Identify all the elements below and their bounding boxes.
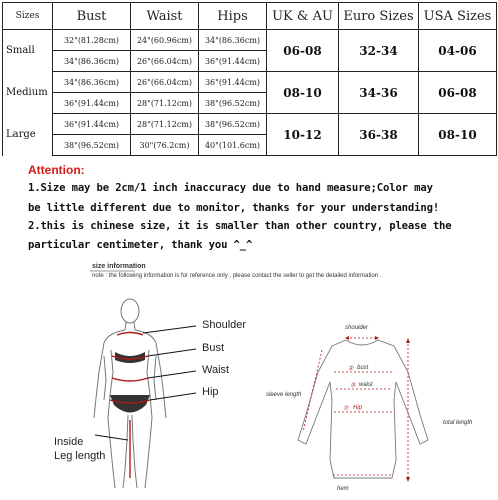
table-cell: 38"(96.52cm)	[53, 135, 131, 156]
row-label-large: Large	[3, 114, 53, 156]
header-usa: USA Sizes	[419, 3, 497, 30]
garment-label-bust: bust	[357, 365, 369, 371]
size-info-title: size information	[92, 263, 146, 270]
label-bust: Bust	[202, 342, 225, 354]
table-cell: 08-10	[267, 72, 339, 114]
header-euro: Euro Sizes	[339, 3, 419, 30]
size-info-description: note : the following information is for reference only , please contact the seller to get the detailed information .	[92, 273, 382, 279]
table-cell: 10-12	[267, 114, 339, 156]
row-label-medium: Medium	[3, 72, 53, 114]
header-sizes: Sizes	[3, 3, 53, 30]
shoulder-band	[117, 333, 143, 336]
label-shoulder: Shoulder	[202, 319, 247, 331]
table-cell: 40"(101.6cm)	[199, 135, 267, 156]
table-cell: 34"(86.36cm)	[53, 72, 131, 93]
table-cell: 34"(86.36cm)	[199, 30, 267, 51]
garment-label-shoulder: shoulder	[345, 325, 369, 331]
note-2-line-1: 2.this is chinese size, it is smaller than other country, please the	[28, 220, 452, 232]
table-cell: 04-06	[419, 30, 497, 72]
table-cell: 26"(66.04cm)	[131, 72, 199, 93]
label-waist: Waist	[202, 364, 230, 376]
table-cell: 08-10	[419, 114, 497, 156]
row-label-small: Small	[3, 30, 53, 72]
garment-label-hem: hem	[337, 486, 349, 492]
note-1-line-2: be little different due to monitor, thanks for your understanding!	[28, 202, 440, 214]
body-head	[121, 299, 139, 323]
table-cell: 06-08	[267, 30, 339, 72]
table-cell: 24"(60.96cm)	[131, 30, 199, 51]
garment-marker-2: ②	[348, 366, 354, 372]
garment-label-waist: waist	[359, 382, 373, 388]
garment-label-total-length: total length	[443, 420, 473, 426]
label-leg-length: Leg length	[54, 450, 106, 462]
body-bottom-garment	[110, 395, 150, 413]
table-cell: 36"(91.44cm)	[53, 93, 131, 114]
header-hips: Hips	[199, 3, 267, 30]
table-cell: 36-38	[339, 114, 419, 156]
garment-label-sleeve: sleeve length	[266, 392, 302, 398]
attention-heading: Attention:	[28, 163, 85, 177]
table-cell: 28"(71.12cm)	[131, 114, 199, 135]
table-cell: 38"(96.52cm)	[199, 114, 267, 135]
table-cell: 30"(76.2cm)	[131, 135, 199, 156]
body-pointer-lines	[95, 326, 196, 440]
header-waist: Waist	[131, 3, 199, 30]
garment-marker-3: ③	[350, 383, 356, 389]
garment-marker-7: ⑦	[343, 406, 349, 412]
table-cell: 06-08	[419, 72, 497, 114]
garment-outline	[298, 340, 428, 478]
waist-band	[112, 378, 148, 381]
header-bust: Bust	[53, 3, 131, 30]
note-1-line-1: 1.Size may be 2cm/1 inch inaccuracy due to hand measure;Color may	[28, 182, 433, 194]
table-cell: 36"(91.44cm)	[199, 72, 267, 93]
table-cell: 32"(81.28cm)	[53, 30, 131, 51]
table-cell: 32-34	[339, 30, 419, 72]
garment-label-hip: Hip	[353, 405, 363, 411]
table-cell: 34-36	[339, 72, 419, 114]
table-cell: 36"(91.44cm)	[199, 51, 267, 72]
header-uk-au: UK & AU	[267, 3, 339, 30]
table-cell: 26"(66.04cm)	[131, 51, 199, 72]
table-cell: 36"(91.44cm)	[53, 114, 131, 135]
label-hip: Hip	[202, 386, 219, 398]
garment-figure	[298, 340, 428, 478]
label-inside: Inside	[54, 436, 84, 448]
garment-neckline	[346, 340, 378, 345]
table-cell: 28"(71.12cm)	[131, 93, 199, 114]
table-cell: 38"(96.52cm)	[199, 93, 267, 114]
table-cell: 34"(86.36cm)	[53, 51, 131, 72]
note-2-line-2: particular centimeter, thank you ^_^	[28, 239, 253, 251]
